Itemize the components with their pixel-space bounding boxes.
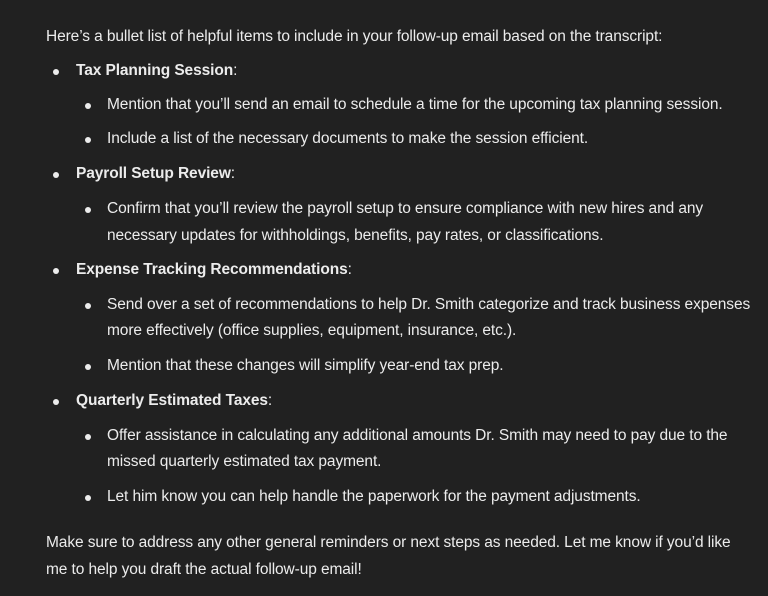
- bullet-icon: [85, 103, 91, 109]
- list-item: Mention that you’ll send an email to schedule a time for the upcoming tax planning session.: [107, 96, 723, 113]
- bullet-icon: [85, 364, 91, 370]
- section-heading: Tax Planning Session:: [76, 62, 238, 79]
- bullet-icon: [53, 69, 59, 75]
- intro-text: Here’s a bullet list of helpful items to include in your follow-up email based on the transcript:: [46, 28, 663, 45]
- list-item: Offer assistance in calculating any additional amounts Dr. Smith may need to pay due to the: [107, 427, 728, 444]
- bullet-icon: [85, 137, 91, 143]
- closing-text: Make sure to address any other general reminders or next steps as needed. Let me know if you’d like: [46, 534, 731, 551]
- list-item: Confirm that you’ll review the payroll setup to ensure compliance with new hires and any: [107, 200, 704, 217]
- bullet-icon: [85, 434, 91, 440]
- section-title: Payroll Setup Review: [76, 165, 231, 182]
- bullet-icon: [53, 399, 59, 405]
- section-title: Expense Tracking Recommendations: [76, 261, 348, 278]
- list-item: Let him know you can help handle the paperwork for the payment adjustments.: [107, 488, 641, 505]
- bullet-icon: [85, 207, 91, 213]
- bullet-icon: [85, 495, 91, 501]
- list-item: Send over a set of recommendations to help Dr. Smith categorize and track business expenses: [107, 296, 751, 313]
- bullet-icon: [85, 303, 91, 309]
- closing-text-continuation: me to help you draft the actual follow-up email!: [46, 561, 362, 578]
- section-heading: Quarterly Estimated Taxes:: [76, 392, 273, 409]
- section-title: Quarterly Estimated Taxes: [76, 392, 268, 409]
- section-title: Tax Planning Session: [76, 62, 234, 79]
- list-item-continuation: necessary updates for withholdings, benefits, pay rates, or classifications.: [107, 227, 604, 244]
- section-heading: Payroll Setup Review:: [76, 165, 235, 182]
- list-item: Include a list of the necessary documents to make the session efficient.: [107, 130, 589, 147]
- list-item: Mention that these changes will simplify year-end tax prep.: [107, 357, 504, 374]
- list-item-continuation: more effectively (office supplies, equipment, insurance, etc.).: [107, 322, 517, 339]
- section-heading: Expense Tracking Recommendations:: [76, 261, 352, 278]
- list-item-continuation: missed quarterly estimated tax payment.: [107, 453, 382, 470]
- bullet-icon: [53, 172, 59, 178]
- bullet-icon: [53, 268, 59, 274]
